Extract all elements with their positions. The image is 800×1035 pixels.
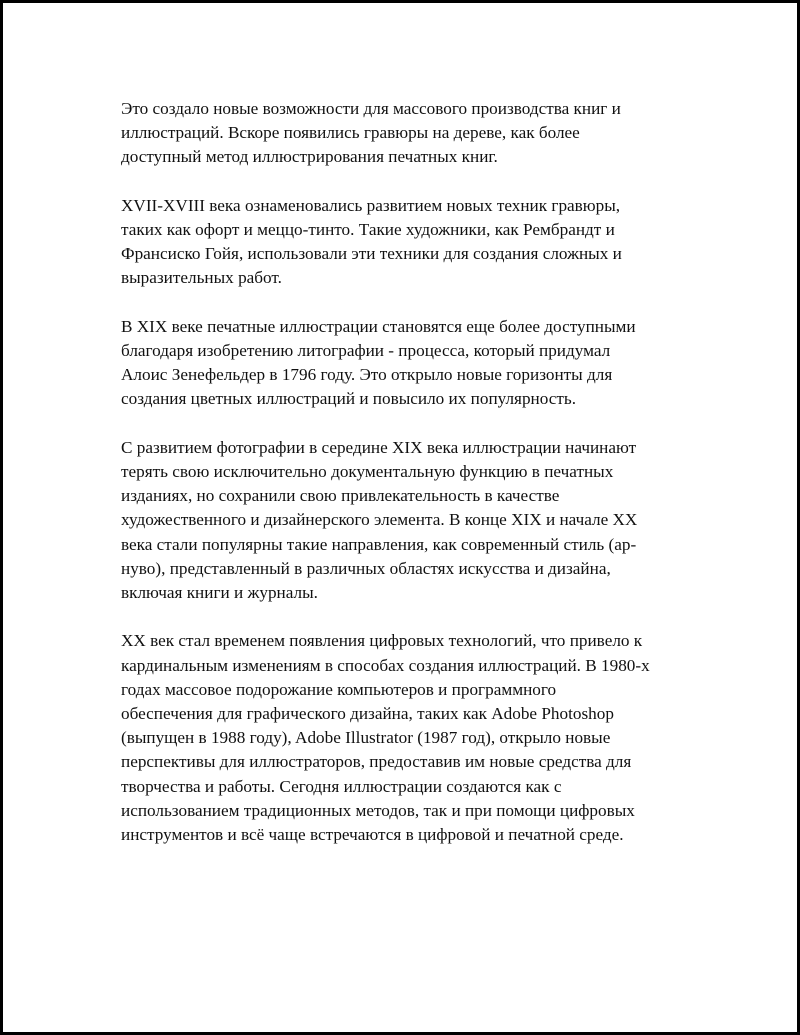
paragraph-1: Это создало новые возможности для массового производства книг и иллюстраций. Вскоре появились гравюры на дереве, как более доступный метод иллюстрирования печатных книг. xyxy=(121,99,621,167)
document-body xyxy=(121,97,701,847)
paragraph-2: XVII-XVIII века ознаменовались развитием новых техник гравюры, таких как офорт и меццо-тинто. Такие художники, как Рембрандт и Франсиско Гойя, использовали эти техники для создания сложных и выразительных работ. xyxy=(121,195,622,288)
paragraph-4: С развитием фотографии в середине XIX века иллюстрации начинают терять свою исключительно документальную функцию в печатных изданиях, но сохранили свою привлекательность в качестве художественного и дизайнерского элемента. В конце XIX и начале XX века стали популярны такие направления, как современный стиль (ар- нуво), представленный в различных областях искусства и дизайна, включая книги и журналы. xyxy=(121,437,638,603)
paragraph-3: В XIX веке печатные иллюстрации становятся еще более доступными благодаря изобретению литографии - процесса, который придумал Алоис Зенефельдер в 1796 году. Это открыло новые горизонты для создания цветных иллюстраций и повысило их популярность. xyxy=(121,316,636,409)
paragraph-5: XX век стал временем появления цифровых технологий, что привело к кардинальным изменениям в способах создания иллюстраций. В 1980-х годах массовое подорожание компьютеров и программного обеспечения для графического дизайна, таких как Adobe Photoshop (выпущен в 1988 году), Adobe Illustrator (1987 год), открыло новые перспективы для иллюстраторов, предоставив им новые средства для творчества и работы. Сегодня иллюстрации создаются как с использованием традиционных методов, так и при помощи цифровых инструментов и всё чаще встречаются в цифровой и печатной среде. xyxy=(121,631,650,845)
